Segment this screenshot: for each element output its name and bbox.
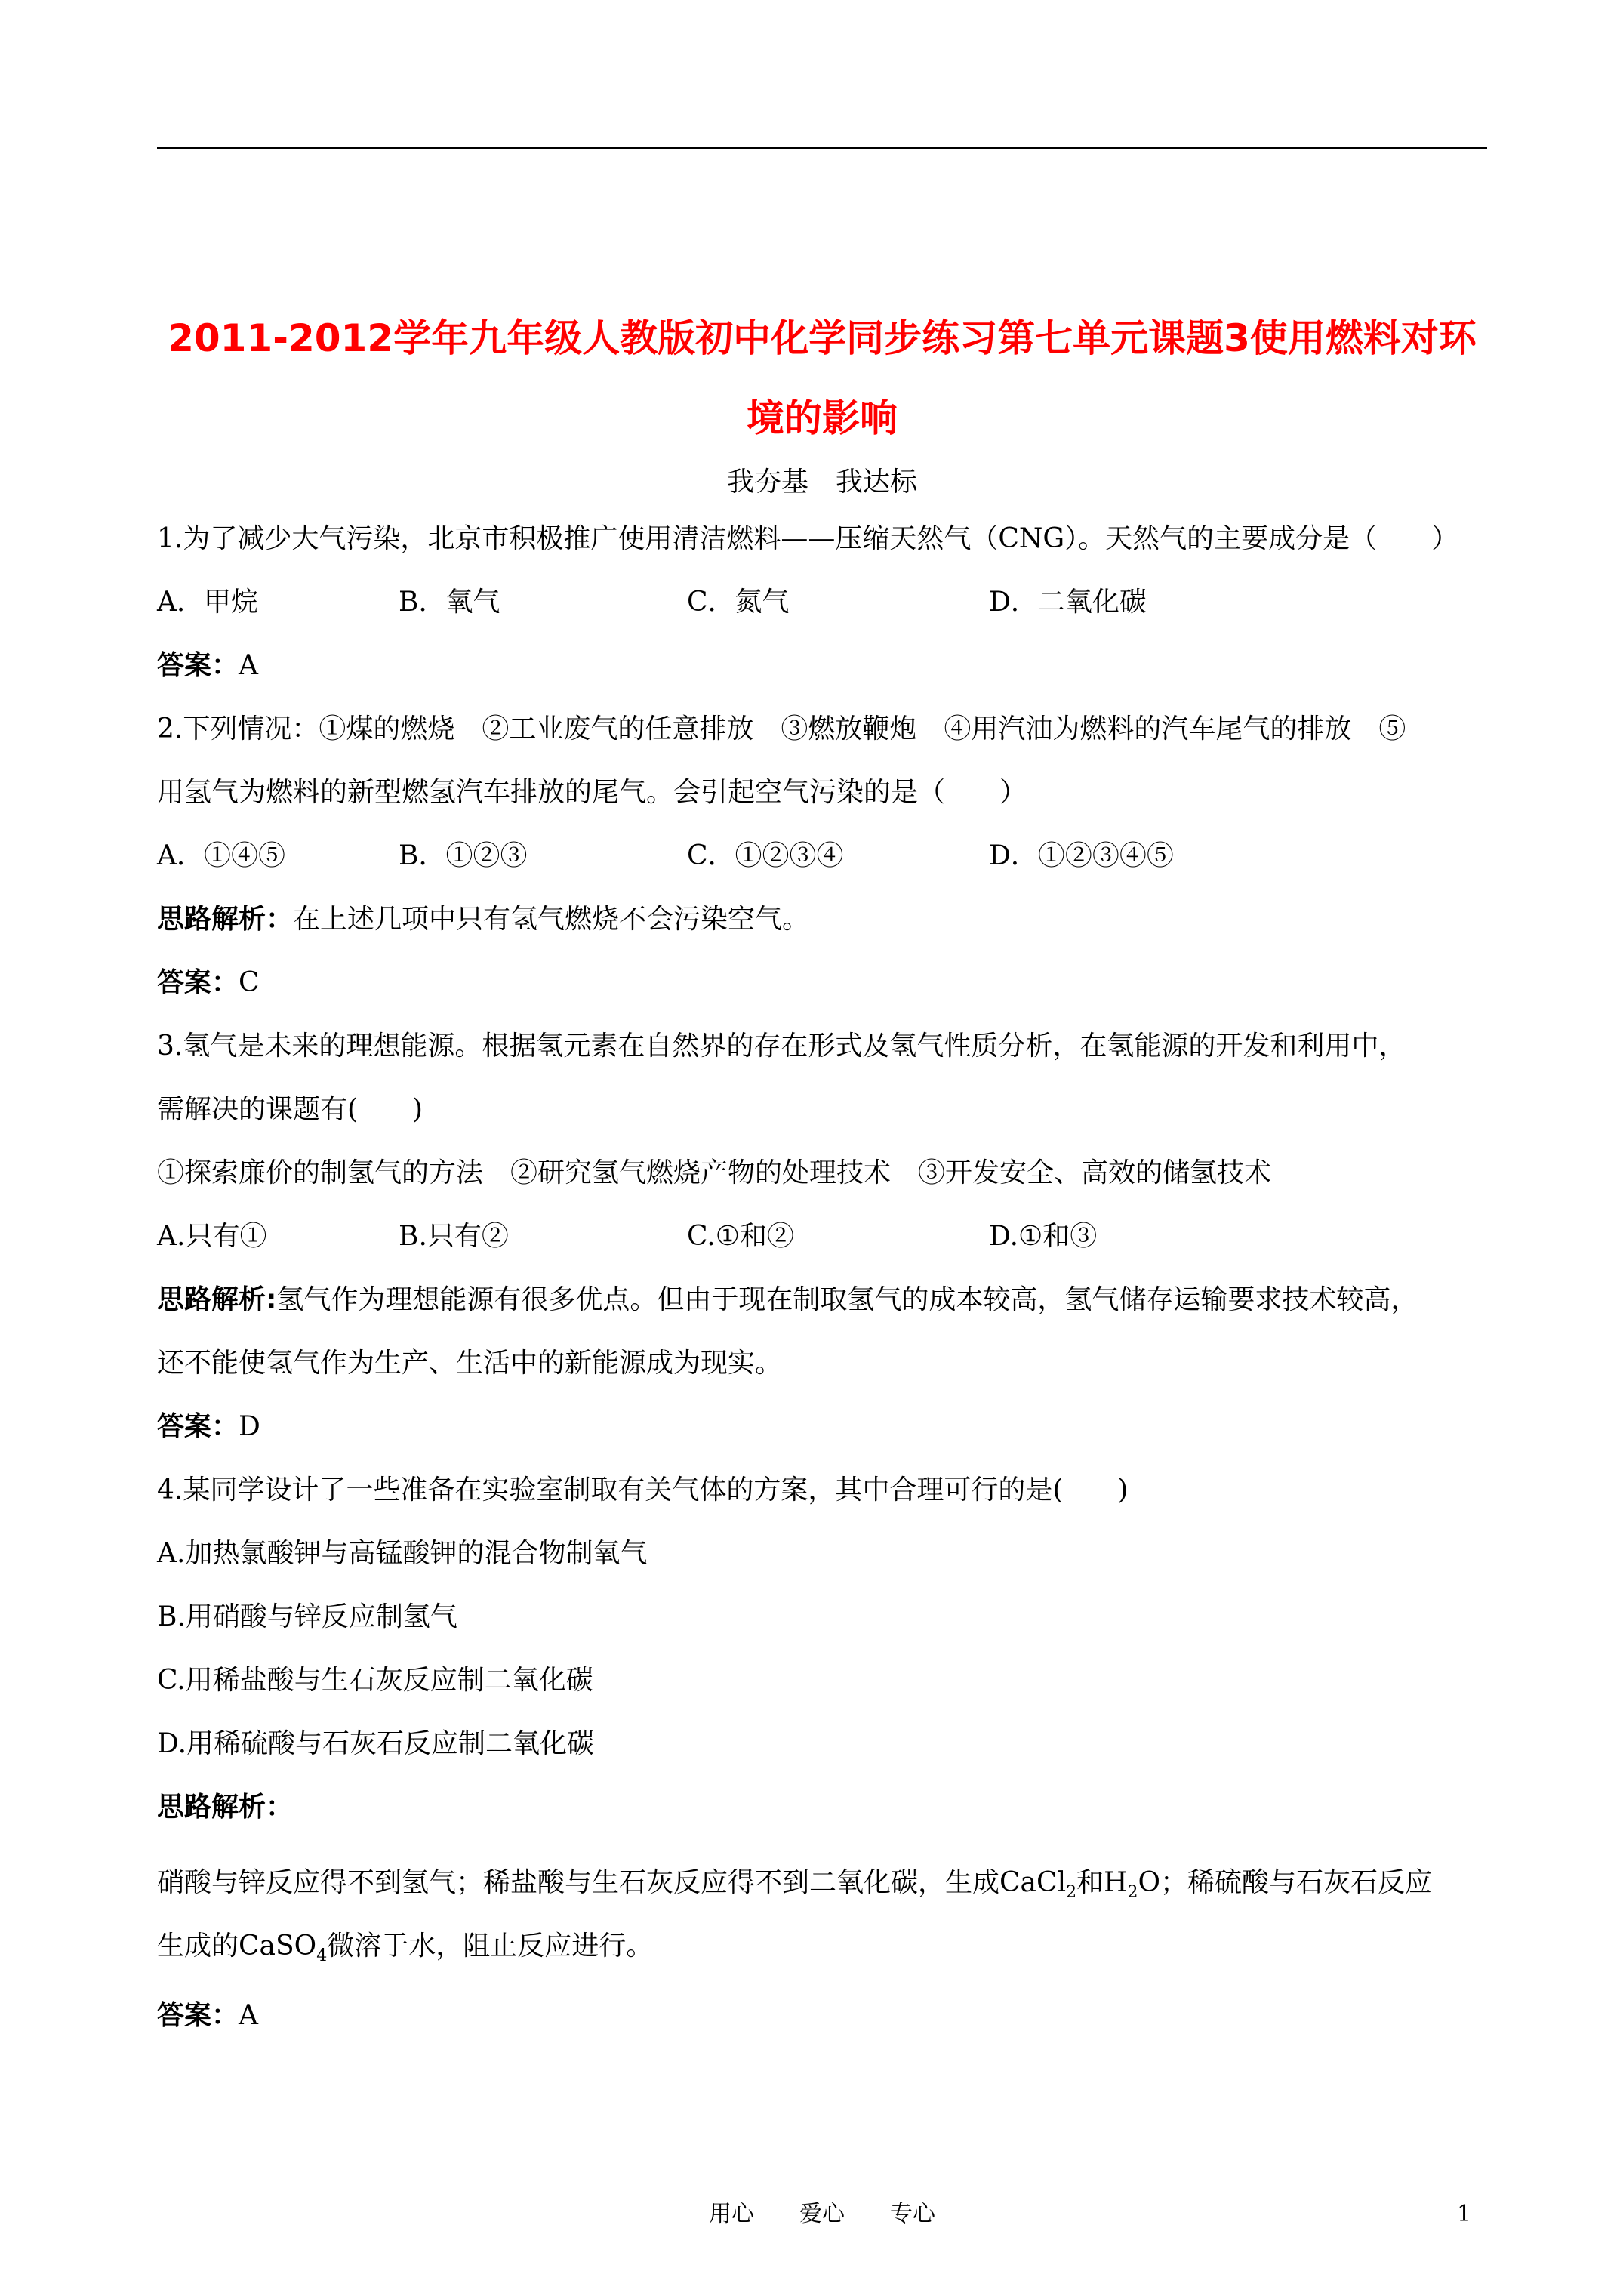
q4-analysis-text2a: 生成的 <box>157 1931 239 1962</box>
q2-stem-line2: 用氢气为燃料的新型燃氢汽车排放的尾气。会引起空气污染的是（ ） <box>157 777 1027 808</box>
formula-caso4 <box>239 1931 328 1966</box>
q3-option-c: C.①和② <box>687 1221 794 1252</box>
q4-option-a: A.加热氯酸钾与高锰酸钾的混合物制氧气 <box>157 1538 648 1569</box>
q4-option-c: C.用稀盐酸与生石灰反应制二氧化碳 <box>157 1665 593 1696</box>
q1-option-c: C．氮气 <box>687 587 790 618</box>
document-title-line2: 境的影响 <box>747 396 898 440</box>
q3-answer-label: 答案： <box>157 1411 239 1442</box>
q2-option-d: D．①②③④⑤ <box>989 840 1174 871</box>
page-number: 1 <box>1457 2201 1472 2227</box>
q1-option-a: A．甲烷 <box>157 587 258 618</box>
formula-cacl2 <box>999 1867 1077 1903</box>
formula-h2o-o: O <box>1138 1867 1161 1898</box>
q2-stem-line1: 2.下列情况：①煤的燃烧 ②工业废气的任意排放 ③燃放鞭炮 ④用汽油为燃料的汽车尾气的排放 ⑤ <box>157 713 1406 744</box>
q2-analysis <box>157 901 1487 938</box>
q1-stem: 1.为了减少大气污染，北京市积极推广使用清洁燃料——压缩天然气（CNG）。天然气的主要成分是（ ） <box>157 523 1459 554</box>
q3-option-a: A.只有① <box>157 1221 267 1252</box>
q3-items: ①探索廉价的制氢气的方法 ②研究氢气燃烧产物的处理技术 ③开发安全、高效的储氢技术 <box>157 1157 1272 1188</box>
formula-caso4-base: CaSO <box>239 1931 317 1962</box>
q4-analysis-line2 <box>157 1928 1487 1975</box>
q3-option-d: D.①和③ <box>989 1221 1098 1252</box>
q1-option-b: B．氧气 <box>399 587 500 618</box>
q4-answer-value: A <box>239 2000 259 2031</box>
formula-h2o-h: H <box>1104 1867 1128 1898</box>
formula-cacl2-base: CaCl <box>999 1867 1067 1898</box>
q4-answer <box>157 1997 1487 2035</box>
q1-answer-value: A <box>239 650 259 681</box>
formula-h2o-sub: 2 <box>1127 1883 1138 1903</box>
q4-stem: 4.某同学设计了一些准备在实验室制取有关气体的方案，其中合理可行的是( ) <box>157 1475 1129 1505</box>
q1-option-d: D．二氧化碳 <box>989 587 1147 618</box>
q4-option-b: B.用硝酸与锌反应制氢气 <box>157 1601 457 1632</box>
footer-motto: 用心 爱心 专心 <box>709 2201 935 2227</box>
q4-answer-label: 答案： <box>157 2000 239 2031</box>
q2-answer-value: C <box>239 967 260 998</box>
q4-analysis-line1 <box>157 1864 1487 1912</box>
q2-option-b: B．①②③ <box>399 840 528 871</box>
q2-analysis-text: 在上述几项中只有氢气燃烧不会污染空气。 <box>293 904 810 935</box>
q4-option-d: D.用稀硫酸与石灰石反应制二氧化碳 <box>157 1728 595 1759</box>
q4-analysis-text1b: ；稀硫酸与石灰石反应 <box>1160 1867 1433 1898</box>
q2-analysis-label: 思路解析： <box>157 904 294 935</box>
q4-analysis-label: 思路解析： <box>157 1792 294 1823</box>
q3-answer <box>157 1408 1487 1446</box>
q1-answer <box>157 647 1487 685</box>
q3-option-b: B.只有② <box>399 1221 509 1252</box>
formula-caso4-sub: 4 <box>316 1946 328 1966</box>
q4-analysis-text2b: 微溶于水，阻止反应进行。 <box>327 1931 654 1962</box>
q2-option-c: C．①②③④ <box>687 840 844 871</box>
q3-stem-line1: 3.氢气是未来的理想能源。根据氢元素在自然界的存在形式及氢气性质分析，在氢能源的开发和利用中， <box>157 1031 1406 1062</box>
q3-analysis-line1 <box>157 1281 1487 1319</box>
section-subtitle: 我夯基 我达标 <box>726 467 917 498</box>
q2-answer-label: 答案： <box>157 967 239 998</box>
q2-answer <box>157 964 1487 1002</box>
q3-analysis-text1: 氢气作为理想能源有很多优点。但由于现在制取氢气的成本较高，氢气储存运输要求技术较高， <box>276 1284 1418 1315</box>
q2-option-a: A．①④⑤ <box>157 840 285 871</box>
q1-answer-label: 答案： <box>157 650 239 681</box>
q3-analysis-label: 思路解析: <box>157 1284 277 1315</box>
document-title-line1: 2011-2012学年九年级人教版初中化学同步练习第七单元课题3使用燃料对环 <box>168 316 1477 360</box>
q3-analysis-line2: 还不能使氢气作为生产、生活中的新能源成为现实。 <box>157 1348 783 1379</box>
q4-analysis-and: 和 <box>1076 1867 1104 1898</box>
q3-answer-value: D <box>239 1411 260 1442</box>
formula-h2o <box>1104 1867 1161 1903</box>
header-rule <box>157 147 1487 149</box>
q3-stem-line2: 需解决的课题有( ) <box>157 1094 423 1125</box>
q4-analysis-text1a: 硝酸与锌反应得不到氢气；稀盐酸与生石灰反应得不到二氧化碳，生成 <box>157 1867 1000 1898</box>
formula-cacl2-sub: 2 <box>1066 1883 1077 1903</box>
